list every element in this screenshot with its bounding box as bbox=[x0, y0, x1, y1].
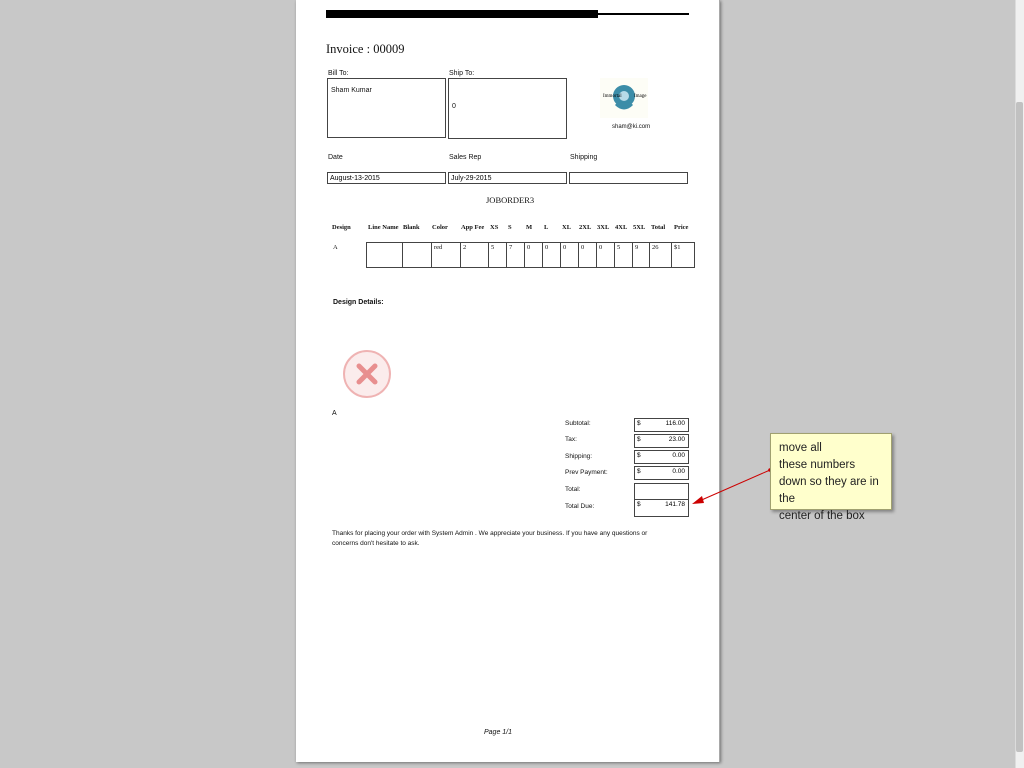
col-header-4xl: 4XL bbox=[615, 224, 628, 231]
ship-to-box bbox=[448, 78, 567, 139]
date-label: Date bbox=[328, 154, 343, 161]
cell-3xl: 0 bbox=[596, 242, 615, 268]
tax-label: Tax: bbox=[565, 436, 577, 443]
cell-4xl: 5 bbox=[614, 242, 633, 268]
col-header-blank: Blank bbox=[403, 224, 420, 231]
shipping-total-currency: $ bbox=[637, 452, 641, 459]
shipping-total-label: Shipping: bbox=[565, 453, 593, 460]
col-header-l: L bbox=[544, 224, 549, 231]
subtotal-amount: 116.00 bbox=[665, 420, 685, 427]
header-bar-thick bbox=[326, 10, 598, 18]
col-header-3xl: 3XL bbox=[597, 224, 610, 231]
sales-rep-field: July-29-2015 bbox=[448, 172, 567, 184]
bill-to-label: Bill To: bbox=[328, 70, 349, 77]
logo-text-right: Image bbox=[634, 94, 647, 99]
logo-text-left: Immortal bbox=[603, 94, 622, 99]
broken-image-x-icon bbox=[342, 344, 392, 406]
bill-to-box bbox=[327, 78, 446, 138]
tax-currency: $ bbox=[637, 436, 641, 443]
ship-to-label: Ship To: bbox=[449, 70, 475, 77]
date-field: August-13-2015 bbox=[327, 172, 446, 184]
subtotal-currency: $ bbox=[637, 420, 641, 427]
company-email: sham@ki.com bbox=[612, 124, 651, 130]
tax-box bbox=[634, 434, 689, 448]
col-header-2xl: 2XL bbox=[579, 224, 592, 231]
annotation-note bbox=[770, 433, 892, 522]
subtotal-box bbox=[634, 418, 689, 432]
cell-l: 0 bbox=[542, 242, 561, 268]
design-details-heading: Design Details: bbox=[333, 299, 384, 306]
bill-to-value: Sham Kumar bbox=[331, 87, 372, 94]
col-header-xl: XL bbox=[562, 224, 572, 231]
col-header-m: M bbox=[526, 224, 533, 231]
annotation-arrow bbox=[680, 460, 780, 510]
prev-payment-currency: $ bbox=[637, 468, 641, 475]
cell-line-name bbox=[366, 242, 403, 268]
order-name: JOBORDER3 bbox=[486, 195, 535, 205]
total-due-label: Total Due: bbox=[565, 503, 595, 510]
annotation-line-3: down so they are in the bbox=[779, 476, 879, 505]
col-header-design: Design bbox=[332, 224, 351, 231]
shipping-total-amount: 0.00 bbox=[672, 452, 685, 459]
annotation-line-2: these numbers bbox=[779, 459, 856, 471]
scrollbar-thumb[interactable] bbox=[1016, 102, 1023, 752]
cell-s: 7 bbox=[506, 242, 525, 268]
prev-payment-label: Prev Payment: bbox=[565, 469, 608, 476]
annotation-line-4: center of the box bbox=[779, 510, 865, 522]
design-caption: A bbox=[332, 410, 337, 417]
cell-xs: 5 bbox=[488, 242, 507, 268]
cell-design: A bbox=[333, 244, 338, 251]
col-header-color: Color bbox=[432, 224, 448, 231]
total-due-amount: 141.78 bbox=[665, 501, 685, 508]
total-due-currency: $ bbox=[637, 501, 641, 508]
cell-2xl: 0 bbox=[578, 242, 597, 268]
header-bar-thin bbox=[598, 13, 689, 15]
annotation-line-1: move all bbox=[779, 442, 822, 454]
shipping-field bbox=[569, 172, 688, 184]
cell-5xl: 9 bbox=[632, 242, 650, 268]
col-header-total: Total bbox=[651, 224, 666, 231]
col-header-price: Price bbox=[674, 224, 689, 231]
col-header-5xl: 5XL bbox=[633, 224, 646, 231]
col-header-line-name: Line Name bbox=[368, 224, 399, 231]
total-label: Total: bbox=[565, 486, 581, 493]
thank-you-message: Thanks for placing your order with System Admin . We appreciate your business. If you have any questions or concerns don't hesitate to ask. bbox=[332, 530, 648, 547]
cell-color: red bbox=[431, 242, 461, 268]
sales-rep-label: Sales Rep bbox=[449, 154, 482, 161]
prev-payment-amount: 0.00 bbox=[672, 468, 685, 475]
shipping-label: Shipping bbox=[570, 154, 598, 161]
ship-to-value: 0 bbox=[452, 103, 456, 110]
cell-xl: 0 bbox=[560, 242, 579, 268]
cell-m: 0 bbox=[524, 242, 543, 268]
col-header-xs: XS bbox=[490, 224, 499, 231]
cell-blank bbox=[402, 242, 432, 268]
cell-total: 26 bbox=[649, 242, 672, 268]
tax-amount: 23.00 bbox=[668, 436, 685, 443]
subtotal-label: Subtotal: bbox=[565, 420, 591, 427]
company-logo bbox=[600, 78, 648, 118]
invoice-title: Invoice : 00009 bbox=[326, 42, 405, 56]
col-header-s: S bbox=[508, 224, 512, 231]
cell-price: $1 bbox=[671, 242, 695, 268]
cell-app-fee: 2 bbox=[460, 242, 489, 268]
page-number: Page 1/1 bbox=[484, 729, 513, 736]
col-header-app-fee: App Fee bbox=[461, 224, 485, 231]
